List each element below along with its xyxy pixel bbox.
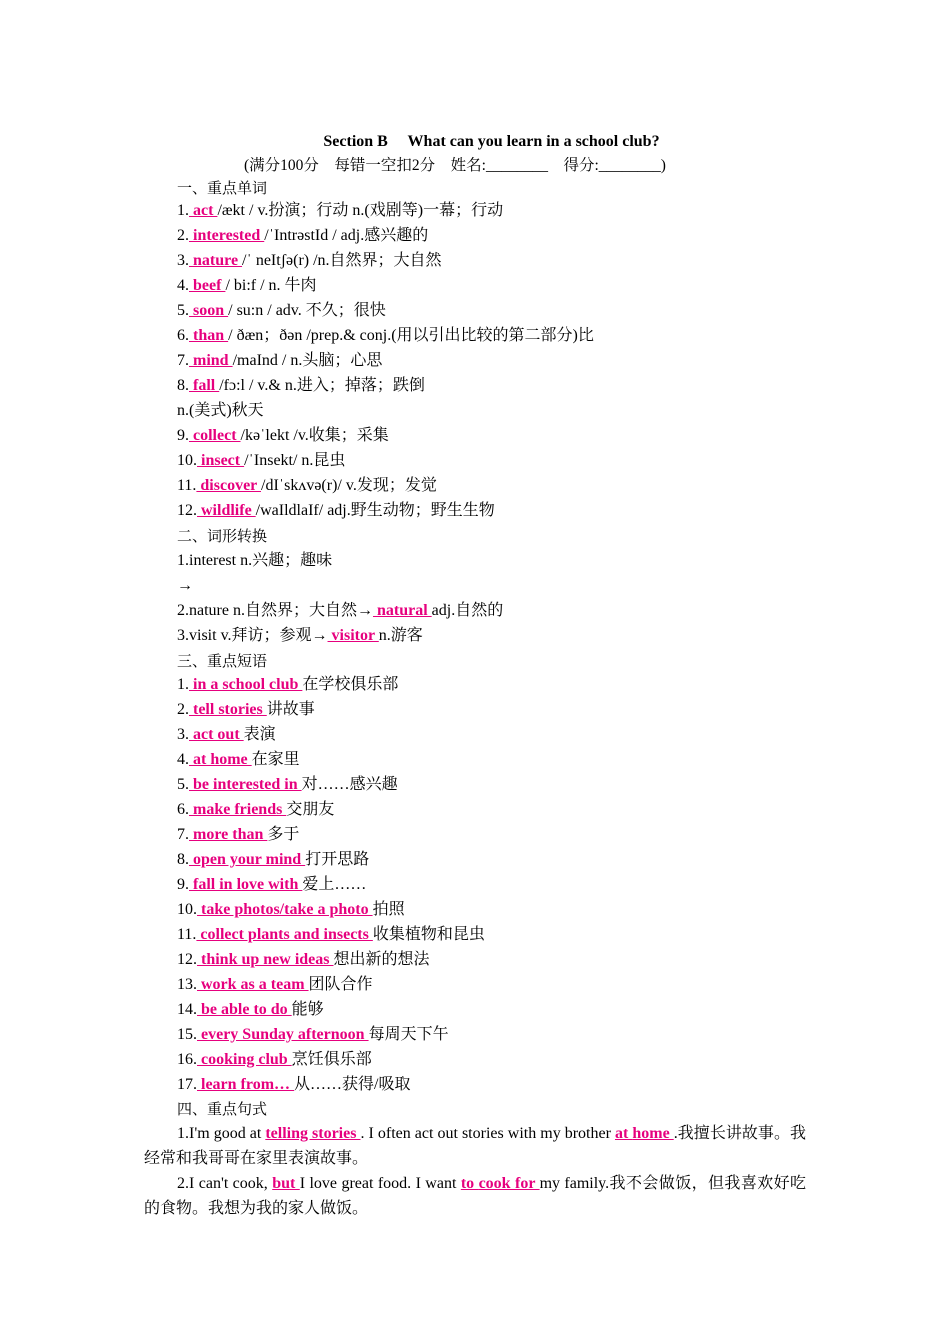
word-item xyxy=(177,500,495,522)
phrase-meaning: 收集植物和昆虫 xyxy=(372,926,485,943)
answer-blank: natural xyxy=(372,602,432,619)
answer-blank: collect xyxy=(189,427,241,444)
answer-blank: learn from… xyxy=(197,1076,295,1093)
answer-blank: wildlife xyxy=(197,502,256,519)
answer-blank: nature xyxy=(189,252,243,269)
answer-blank: at home xyxy=(189,751,252,768)
item-number: 7. xyxy=(177,826,189,843)
answer-blank: stories xyxy=(312,1125,361,1142)
item-number: 6. xyxy=(177,801,189,818)
word-form-2: 2.nature n.自然界；大自然→ natural adj.自然的 xyxy=(177,602,504,619)
item-number: 13. xyxy=(177,976,197,993)
answer-blank: take photos/take a photo xyxy=(197,901,373,918)
section4-heading: 四、重点句式 xyxy=(177,1100,268,1118)
phrase-meaning: 拍照 xyxy=(372,901,405,918)
item-number: 16. xyxy=(177,1051,197,1068)
item-number: 12. xyxy=(177,951,197,968)
word-item xyxy=(177,400,264,422)
item-number: 9. xyxy=(177,427,189,444)
phrase-item xyxy=(177,924,485,946)
answer-blank: for xyxy=(515,1175,540,1192)
word-definition: /dIˈskʌvə(r)/ v.发现；发觉 xyxy=(261,477,437,494)
score-blank: ________) xyxy=(598,157,666,174)
item-number: 8. xyxy=(177,377,189,394)
score-line xyxy=(244,153,666,175)
answer-blank: tell stories xyxy=(189,701,267,718)
phrase-meaning: 从……获得/吸取 xyxy=(294,1076,411,1093)
word-item xyxy=(177,450,345,472)
word-item xyxy=(177,375,425,397)
answer-blank: home xyxy=(632,1125,674,1142)
phrase-meaning: 交朋友 xyxy=(286,801,335,818)
item-number: 10. xyxy=(177,901,197,918)
item-number: 10. xyxy=(177,452,197,469)
word-definition: /maInd / n.头脑；心思 xyxy=(232,352,383,369)
word-definition: / ðæn；ðən /prep.& conj.(用以引出比较的第二部分)比 xyxy=(228,327,594,344)
phrase-item xyxy=(177,899,405,921)
phrase-item xyxy=(177,799,334,821)
phrase-meaning: 在学校俱乐部 xyxy=(302,676,399,693)
answer-blank: at xyxy=(614,1125,633,1142)
phrase-meaning: 表演 xyxy=(243,726,276,743)
score-field-label: 得分: xyxy=(547,157,599,174)
word-definition: /waIldlaIf/ adj.野生动物；野生生物 xyxy=(255,502,495,519)
answer-blank: cooking club xyxy=(197,1051,292,1068)
section1-heading: 一、重点单词 xyxy=(177,179,268,197)
word-definition: /ˈ neItʃə(r) /n.自然界；大自然 xyxy=(242,252,442,269)
answer-blank: but xyxy=(272,1175,300,1192)
sentence-1: 1.I'm good at telling stories . I often act out stories with my brother at home .我擅长讲故事。我经常和我哥哥在家里表演故事。 xyxy=(144,1125,807,1167)
item-number: 11. xyxy=(177,926,197,943)
answer-blank: fall xyxy=(189,377,220,394)
sentence-2: 2.I can't cook, but I love great food. I want to cook for my family.我不会做饭，但我喜欢好吃的食物。我想为我的家人做饭。 xyxy=(144,1175,807,1217)
answer-blank: act xyxy=(189,202,218,219)
word-definition: /kəˈlekt /v.收集；采集 xyxy=(240,427,389,444)
word-definition: / su:n / adv. 不久；很快 xyxy=(228,302,386,319)
answer-blank: discover xyxy=(196,477,261,494)
item-number: 5. xyxy=(177,776,189,793)
phrase-item xyxy=(177,824,299,846)
phrase-item xyxy=(177,1024,449,1046)
page-title: Section B What can you learn in a school club? xyxy=(323,133,660,150)
word-item xyxy=(177,225,428,247)
phrase-meaning: 打开思路 xyxy=(305,851,370,868)
word-form-arrow: → xyxy=(177,577,193,594)
answer-blank: to xyxy=(460,1175,479,1192)
answer-blank: act out xyxy=(189,726,244,743)
word-item xyxy=(177,425,389,447)
phrase-meaning: 烹饪俱乐部 xyxy=(291,1051,372,1068)
phrase-meaning: 团队合作 xyxy=(308,976,373,993)
phrase-item xyxy=(177,774,398,796)
phrase-item xyxy=(177,699,315,721)
phrase-meaning: 想出新的想法 xyxy=(333,951,430,968)
answer-blank: mind xyxy=(189,352,233,369)
phrase-meaning: 多于 xyxy=(267,826,300,843)
item-number: 5. xyxy=(177,302,189,319)
answer-blank: collect plants and insects xyxy=(196,926,373,943)
item-number: 4. xyxy=(177,277,189,294)
item-number: 15. xyxy=(177,1026,197,1043)
phrase-meaning: 对……感兴趣 xyxy=(301,776,398,793)
phrase-item xyxy=(177,724,276,746)
answer-blank: visitor xyxy=(327,627,379,644)
item-number: 12. xyxy=(177,502,197,519)
answer-blank: soon xyxy=(189,302,229,319)
phrase-item xyxy=(177,874,366,896)
item-number: 11. xyxy=(177,477,197,494)
word-form-1: 1.interest n.兴趣；趣味 xyxy=(177,552,333,569)
item-number: 17. xyxy=(177,1076,197,1093)
word-definition: n.(美式)秋天 xyxy=(177,402,264,419)
answer-blank: interested xyxy=(189,227,265,244)
section3-heading: 三、重点短语 xyxy=(177,652,268,670)
word-item xyxy=(177,475,437,497)
answer-blank: work as a team xyxy=(197,976,309,993)
item-number: 1. xyxy=(177,202,189,219)
item-number: 2. xyxy=(177,227,189,244)
phrase-item xyxy=(177,849,369,871)
item-number: 8. xyxy=(177,851,189,868)
phrase-item xyxy=(177,949,430,971)
answer-blank: beef xyxy=(189,277,226,294)
item-number: 14. xyxy=(177,1001,197,1018)
answer-blank: insect xyxy=(197,452,245,469)
word-definition: /ˈIntrəstId / adj.感兴趣的 xyxy=(264,227,429,244)
answer-blank: be able to do xyxy=(197,1001,292,1018)
word-definition: /ækt / v.扮演；行动 n.(戏剧等)一幕；行动 xyxy=(217,202,504,219)
word-item xyxy=(177,350,382,372)
item-number: 9. xyxy=(177,876,189,893)
answer-blank: be interested in xyxy=(189,776,302,793)
phrase-item xyxy=(177,1074,410,1096)
item-number: 1. xyxy=(177,676,189,693)
item-number: 3. xyxy=(177,252,189,269)
phrase-item xyxy=(177,974,373,996)
item-number: 6. xyxy=(177,327,189,344)
phrase-item xyxy=(177,749,300,771)
word-item xyxy=(177,325,594,347)
phrase-meaning: 讲故事 xyxy=(266,701,315,718)
score-label: (满分100分 每错一空扣2分 姓名: xyxy=(244,157,486,174)
item-number: 2. xyxy=(177,701,189,718)
word-definition: /ˈInsekt/ n.昆虫 xyxy=(244,452,346,469)
item-number: 4. xyxy=(177,751,189,768)
phrase-meaning: 能够 xyxy=(291,1001,324,1018)
answer-blank: in a school club xyxy=(189,676,303,693)
answer-blank: cook xyxy=(478,1175,515,1192)
phrase-meaning: 每周天下午 xyxy=(368,1026,449,1043)
answer-blank: more than xyxy=(189,826,268,843)
answer-blank: than xyxy=(189,327,229,344)
section2-heading: 二、词形转换 xyxy=(177,527,268,545)
answer-blank: think up new ideas xyxy=(197,951,334,968)
answer-blank: open your mind xyxy=(189,851,306,868)
phrase-item xyxy=(177,999,324,1021)
answer-blank: make friends xyxy=(189,801,287,818)
word-item xyxy=(177,200,503,222)
name-blank: ________ xyxy=(485,157,548,174)
word-form-3: 3.visit v.拜访；参观→ visitor n.游客 xyxy=(177,627,423,644)
word-item xyxy=(177,275,317,297)
phrase-item xyxy=(177,674,398,696)
word-item xyxy=(177,300,386,322)
answer-blank: every Sunday afternoon xyxy=(197,1026,369,1043)
answer-blank: telling xyxy=(265,1125,313,1142)
answer-blank: fall in love with xyxy=(189,876,303,893)
phrase-meaning: 爱上…… xyxy=(302,876,367,893)
item-number: 3. xyxy=(177,726,189,743)
phrase-item xyxy=(177,1049,372,1071)
word-item xyxy=(177,250,442,272)
phrase-meaning: 在家里 xyxy=(251,751,300,768)
word-definition: / bi:f / n. 牛肉 xyxy=(225,277,317,294)
word-definition: /fɔ:l / v.& n.进入；掉落；跌倒 xyxy=(219,377,425,394)
item-number: 7. xyxy=(177,352,189,369)
